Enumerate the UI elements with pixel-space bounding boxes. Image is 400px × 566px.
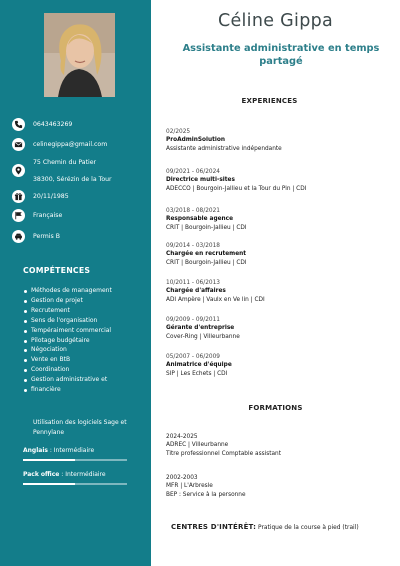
language-english-bar-fill xyxy=(23,459,75,461)
experience-item xyxy=(166,242,392,267)
skill-item: Négociation xyxy=(23,345,143,355)
experience-role: Directrice multi-sites xyxy=(166,177,235,184)
skill-item: Tempéraiment commercial xyxy=(23,326,143,336)
experience-date: 02/2025 xyxy=(166,129,191,135)
contact-phone xyxy=(12,118,72,131)
experience-item xyxy=(166,279,392,304)
experience-role: ProAdminSolution xyxy=(166,137,226,144)
language-english-bar xyxy=(23,459,127,461)
formation-detail: MFR | L'Arbresle xyxy=(166,483,213,490)
experiences-heading: EXPERIENCES xyxy=(241,97,298,105)
experience-place: CRIT | Bourgoin-Jallieu | CDI xyxy=(166,224,247,231)
contact-birthdate xyxy=(12,190,69,203)
job-title-line-1: Assistante administrative en temps xyxy=(182,43,380,54)
phone-text: 0643463269 xyxy=(33,120,73,128)
experience-place: ADECCO | Bourgoin-Jallieu et la Tour du Pin | CDI xyxy=(166,185,307,192)
gift-icon xyxy=(12,190,25,203)
contact-nationality xyxy=(12,209,62,222)
experience-role: Chargée en recrutement xyxy=(166,251,247,258)
address-text xyxy=(33,159,112,184)
formation-item xyxy=(166,433,392,458)
envelope-icon xyxy=(12,138,25,151)
experience-item xyxy=(166,207,392,232)
sidebar xyxy=(0,0,151,566)
experience-item xyxy=(166,316,392,341)
skill-item: Pilotage budgétaire xyxy=(23,336,143,346)
experience-date: 09/2021 - 06/2024 xyxy=(166,169,220,175)
skill-item: financière xyxy=(23,385,143,395)
contact-email xyxy=(12,138,107,151)
flag-icon xyxy=(12,209,25,222)
formations-heading: FORMATIONS xyxy=(248,404,303,412)
profile-photo xyxy=(44,13,115,97)
skill-item: Coordination xyxy=(23,365,143,375)
experience-role: Animatrice d'équipe xyxy=(166,362,232,369)
formation-detail: ADREC | Villeurbanne xyxy=(166,442,229,449)
candidate-name: Céline Gippa xyxy=(217,11,334,31)
interests xyxy=(171,523,359,531)
license-text: Permis B xyxy=(33,232,60,240)
experience-date: 09/2009 - 09/2011 xyxy=(166,317,220,323)
language-label: Anglais xyxy=(23,447,48,454)
phone-icon xyxy=(12,118,25,131)
job-title xyxy=(163,42,399,68)
skills-list xyxy=(23,286,143,395)
software-text: Utilisation des logiciels Sage et Pennylane xyxy=(33,419,127,436)
birthdate-text: 20/11/1985 xyxy=(33,192,69,200)
formation-date: 2002-2003 xyxy=(166,475,198,481)
experience-date: 10/2011 - 06/2013 xyxy=(166,280,220,286)
location-pin-icon xyxy=(12,164,25,177)
language-office xyxy=(23,471,106,478)
experience-role: Gérante d'entreprise xyxy=(166,325,235,332)
car-icon xyxy=(12,230,25,243)
experience-role: Chargée d'affaires xyxy=(166,288,226,295)
language-label: Pack office xyxy=(23,471,60,478)
skill-item: Gestion administrative et xyxy=(23,375,143,385)
skill-item: Recrutement xyxy=(23,306,143,316)
experience-place: ADI Ampère | Vaulx en Ve lin | CDI xyxy=(166,296,265,303)
address-line-2: 38300, Sérézin de la Tour xyxy=(33,176,112,183)
formation-detail: BEP : Service à la personne xyxy=(166,491,246,498)
skill-item: Gestion de projet xyxy=(23,296,143,306)
experience-item xyxy=(166,353,392,378)
experience-item xyxy=(166,168,392,193)
email-text[interactable]: celinegippa@gmail.com xyxy=(33,140,108,148)
skill-item: Méthodes de management xyxy=(23,286,143,296)
experience-item xyxy=(166,128,392,153)
contact-address xyxy=(12,164,25,177)
experience-role: Responsable agence xyxy=(166,216,234,223)
language-level: : Intermédiaire xyxy=(47,447,95,454)
contact-license xyxy=(12,230,60,243)
skill-item: Sens de l'organisation xyxy=(23,316,143,326)
language-english xyxy=(23,447,94,454)
language-level: : Intermédiaire xyxy=(59,471,106,478)
skill-item: Vente en BtB xyxy=(23,355,143,365)
formation-date: 2024-2025 xyxy=(166,434,198,440)
experience-date: 03/2018 - 08/2021 xyxy=(166,208,220,214)
experience-place: Assistante administrative indépendante xyxy=(166,145,282,152)
formation-item xyxy=(166,474,392,499)
formation-detail: Titre professionnel Comptable assistant xyxy=(166,450,282,457)
interests-label: CENTRES D'INTÉRÊT: xyxy=(171,523,257,531)
experience-date: 09/2014 - 03/2018 xyxy=(166,243,220,249)
skills-heading: COMPÉTENCES xyxy=(23,266,91,275)
language-office-bar-fill xyxy=(23,483,75,485)
experience-place: Cover-Ring | Villeurbanne xyxy=(166,333,240,340)
language-office-bar xyxy=(23,483,127,485)
job-title-line-2: partagé xyxy=(259,56,303,67)
experience-place: SIP | Les Echets | CDI xyxy=(166,370,228,377)
experience-place: CRIT | Bourgoin-Jallieu | CDI xyxy=(166,259,247,266)
interests-value: Pratique de la course à pied (trail) xyxy=(258,525,359,531)
experience-date: 05/2007 - 06/2009 xyxy=(166,354,220,360)
address-line-1: 75 Chemin du Patier xyxy=(33,159,97,166)
nationality-text: Française xyxy=(33,211,63,219)
